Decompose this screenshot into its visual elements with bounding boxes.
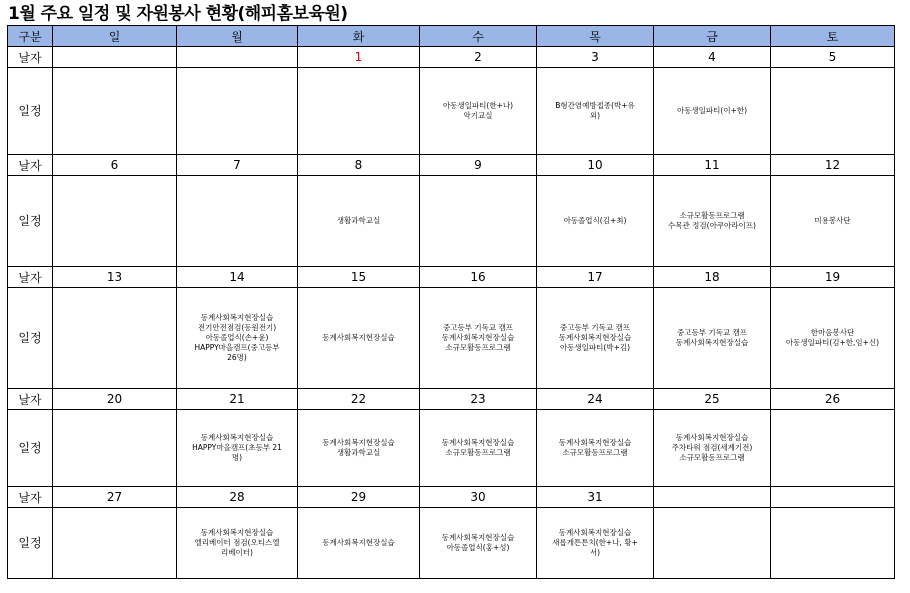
schedule-cell	[53, 508, 177, 579]
date-cell: 11	[654, 155, 771, 176]
date-cell: 27	[53, 487, 177, 508]
event-text: 동계사회복지현장실습	[675, 338, 749, 347]
event-text: 중고등부 기독교 캠프	[443, 323, 513, 332]
schedule-row-label: 일정	[8, 410, 53, 487]
date-row-label: 날자	[8, 389, 53, 410]
event-text: 소규모활동프로그램	[679, 453, 745, 462]
event-text: HAPPY마을캠프(중고등부	[194, 343, 280, 352]
schedule-row-label: 일정	[8, 508, 53, 579]
event-text: 미용봉사단	[814, 216, 851, 225]
schedule-cell	[771, 68, 895, 155]
schedule-cell	[420, 176, 537, 267]
event-text: 생활과학교실	[336, 216, 381, 225]
page-title: 1월 주요 일정 및 자원봉사 현황(해피홈보육원)	[8, 4, 348, 24]
event-text: 서)	[589, 548, 601, 557]
schedule-cell	[298, 410, 420, 487]
date-cell: 22	[298, 389, 420, 410]
date-cell: 8	[298, 155, 420, 176]
event-text: 아동생일파티(김+한,임+신)	[785, 338, 880, 347]
schedule-cell	[654, 410, 771, 487]
event-text: 동계사회복지현장실습	[558, 333, 632, 342]
schedule-cell	[771, 176, 895, 267]
header-day-mon: 월	[177, 26, 298, 47]
schedule-cell	[654, 176, 771, 267]
event-text: 악기교실	[463, 111, 493, 120]
header-day-fri: 금	[654, 26, 771, 47]
schedule-cell	[420, 68, 537, 155]
date-row	[8, 155, 895, 176]
event-text: 한마음봉사단	[810, 328, 855, 337]
schedule-cell	[420, 410, 537, 487]
event-text: 동계사회복지현장실습	[441, 333, 515, 342]
date-cell: 25	[654, 389, 771, 410]
date-row-label: 날자	[8, 487, 53, 508]
event-text: 아동생일파티(이+한)	[676, 106, 748, 115]
schedule-cell	[537, 410, 654, 487]
schedule-cell	[771, 288, 895, 389]
date-cell	[53, 47, 177, 68]
schedule-row	[8, 410, 895, 487]
event-text: 아동생일파티(한+나)	[442, 101, 514, 110]
event-text: 소규모활동프로그램	[679, 211, 745, 220]
schedule-cell	[771, 508, 895, 579]
date-cell: 30	[420, 487, 537, 508]
event-text: 중고등부 기독교 캠프	[560, 323, 630, 332]
date-row-label: 날자	[8, 47, 53, 68]
schedule-cell	[53, 68, 177, 155]
date-cell: 6	[53, 155, 177, 176]
event-text: 동계사회복지현장실습	[441, 533, 515, 542]
schedule-cell	[654, 508, 771, 579]
schedule-row-label: 일정	[8, 68, 53, 155]
event-text: 주차타워 점검(세계기전)	[671, 443, 753, 452]
event-text: 외)	[589, 111, 601, 120]
date-cell: 7	[177, 155, 298, 176]
event-text: 동계사회복지현장실습	[675, 433, 749, 442]
date-cell: 24	[537, 389, 654, 410]
event-text: 전기안전점검(동원전기)	[197, 323, 277, 332]
schedule-cell	[420, 508, 537, 579]
event-text: 생활과학교실	[336, 448, 381, 457]
schedule-cell	[177, 288, 298, 389]
schedule-cell	[654, 288, 771, 389]
date-cell: 15	[298, 267, 420, 288]
header-day-sat: 토	[771, 26, 895, 47]
schedule-cell	[654, 68, 771, 155]
schedule-cell	[298, 288, 420, 389]
schedule-cell	[177, 508, 298, 579]
header-row	[8, 26, 895, 47]
schedule-cell	[298, 176, 420, 267]
event-text: 동계사회복지현장실습	[200, 433, 274, 442]
event-text: 엘리베이터 점검(오티스엘	[194, 538, 280, 547]
schedule-cell	[177, 410, 298, 487]
event-text: 동계사회복지현장실습	[441, 438, 515, 447]
schedule-cell	[537, 68, 654, 155]
date-row	[8, 389, 895, 410]
date-row	[8, 267, 895, 288]
date-row	[8, 47, 895, 68]
event-text: 아동생일파티(박+김)	[559, 343, 631, 352]
date-cell: 12	[771, 155, 895, 176]
event-text: 아동졸업식(김+최)	[563, 216, 627, 225]
date-cell: 1	[298, 47, 420, 68]
date-cell	[177, 47, 298, 68]
event-text: 동계사회복지현장실습	[322, 538, 395, 547]
date-cell: 29	[298, 487, 420, 508]
event-text: 리베이터)	[221, 548, 253, 557]
event-text: 새롭게튼튼치(한+나, 황+	[552, 538, 638, 547]
header-day-thu: 목	[537, 26, 654, 47]
date-cell: 5	[771, 47, 895, 68]
schedule-cell	[53, 410, 177, 487]
date-cell: 2	[420, 47, 537, 68]
date-cell: 28	[177, 487, 298, 508]
header-day-sun: 일	[53, 26, 177, 47]
date-cell: 19	[771, 267, 895, 288]
schedule-row-label: 일정	[8, 176, 53, 267]
date-cell: 20	[53, 389, 177, 410]
schedule-cell	[420, 288, 537, 389]
calendar-table	[7, 25, 895, 579]
schedule-cell	[177, 176, 298, 267]
event-text: 소규모활동프로그램	[562, 448, 628, 457]
schedule-cell	[177, 68, 298, 155]
event-text: 소규모활동프로그램	[445, 343, 511, 352]
date-cell: 23	[420, 389, 537, 410]
schedule-row	[8, 288, 895, 389]
date-cell: 16	[420, 267, 537, 288]
date-row-label: 날자	[8, 267, 53, 288]
event-text: 동계사회복지현장실습	[200, 528, 274, 537]
date-cell: 9	[420, 155, 537, 176]
event-text: 동계사회복지현장실습	[558, 438, 632, 447]
schedule-cell	[298, 68, 420, 155]
date-cell: 10	[537, 155, 654, 176]
date-row	[8, 487, 895, 508]
event-text: 명)	[231, 453, 243, 462]
date-cell: 13	[53, 267, 177, 288]
date-cell: 17	[537, 267, 654, 288]
schedule-row	[8, 68, 895, 155]
schedule-cell	[537, 508, 654, 579]
date-cell: 4	[654, 47, 771, 68]
schedule-cell	[53, 288, 177, 389]
date-cell: 26	[771, 389, 895, 410]
event-text: B형간염예방접종(박+유	[555, 101, 635, 110]
date-row-label: 날자	[8, 155, 53, 176]
date-cell	[654, 487, 771, 508]
schedule-cell	[537, 288, 654, 389]
schedule-row-label: 일정	[8, 288, 53, 389]
date-cell: 18	[654, 267, 771, 288]
schedule-cell	[53, 176, 177, 267]
event-text: 동계사회복지현장실습	[322, 438, 395, 447]
event-text: 동계사회복지현장실습	[558, 528, 632, 537]
date-cell: 21	[177, 389, 298, 410]
date-cell: 31	[537, 487, 654, 508]
event-text: 동계사회복지현장실습	[322, 333, 395, 342]
event-text: HAPPY마을캠프(초등부 21	[192, 443, 282, 452]
event-text: 중고등부 기독교 캠프	[677, 328, 747, 337]
event-text: 아동졸업식(손+윤)	[205, 333, 269, 342]
schedule-cell	[537, 176, 654, 267]
date-cell	[771, 487, 895, 508]
date-cell: 14	[177, 267, 298, 288]
header-day-wed: 수	[420, 26, 537, 47]
schedule-cell	[771, 410, 895, 487]
schedule-row	[8, 508, 895, 579]
event-text: 소규모활동프로그램	[445, 448, 511, 457]
header-day-tue: 화	[298, 26, 420, 47]
event-text: 동계사회복지현장실습	[200, 313, 274, 322]
event-text: 수목관 정검(아쿠아라이프)	[668, 221, 756, 230]
schedule-cell	[298, 508, 420, 579]
date-cell: 3	[537, 47, 654, 68]
event-text: 26명)	[227, 353, 247, 362]
header-label: 구분	[8, 26, 53, 47]
schedule-row	[8, 176, 895, 267]
event-text: 아동졸업식(홍+성)	[446, 543, 510, 552]
